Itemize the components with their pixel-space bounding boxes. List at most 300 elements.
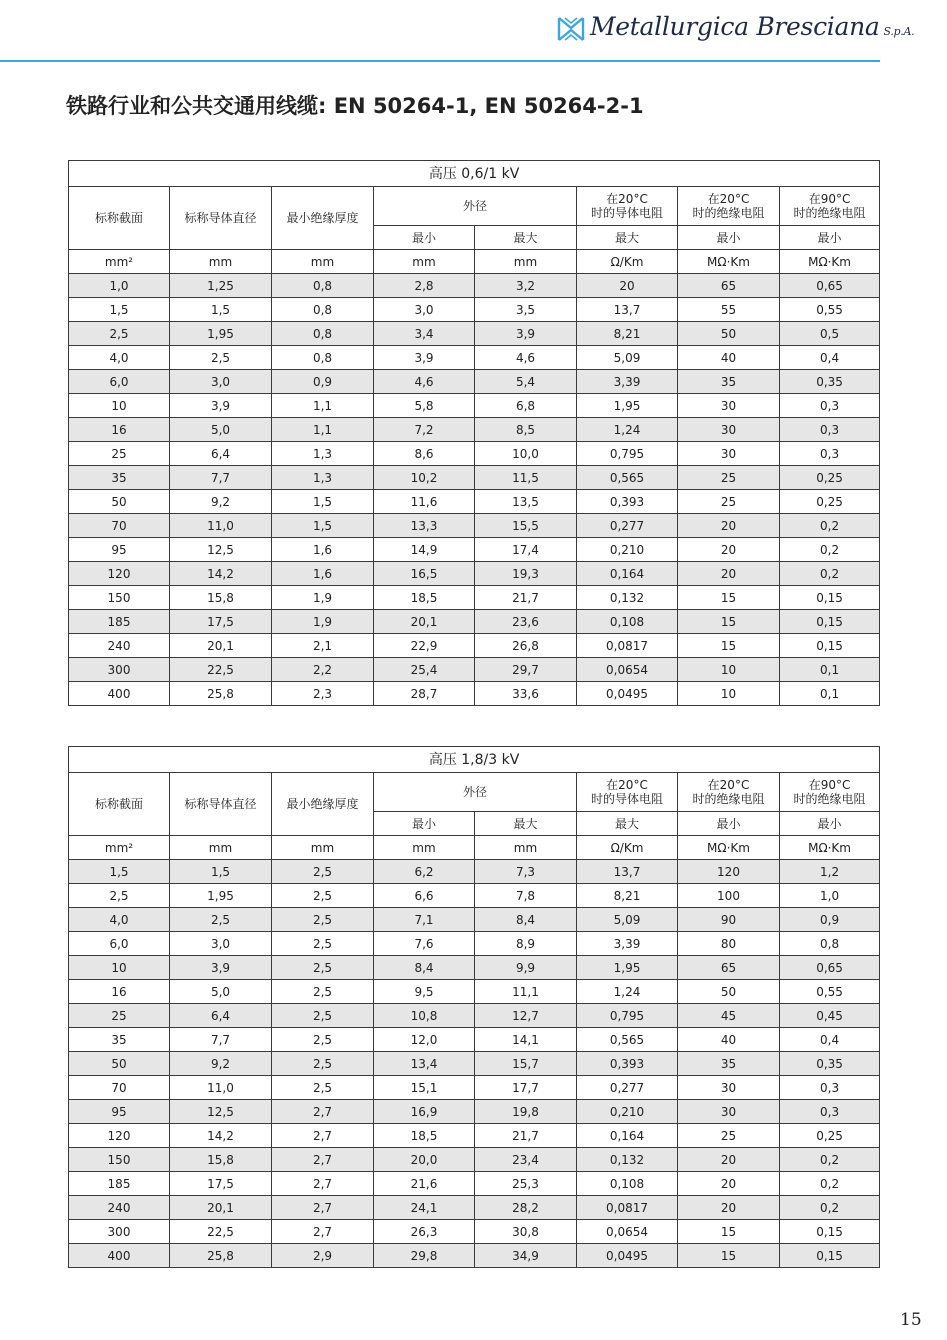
table-row [69, 298, 880, 322]
table-row [69, 1100, 880, 1124]
table-cell: 14,9 [374, 538, 475, 562]
table-cell: 13,3 [374, 514, 475, 538]
table-cell: 185 [69, 610, 170, 634]
table-row [69, 932, 880, 956]
table-cell: 3,0 [170, 932, 272, 956]
table-cell: 5,8 [374, 394, 475, 418]
table-cell: 2,7 [272, 1172, 374, 1196]
header-max: 最大 [577, 812, 678, 836]
table-cell: 1,5 [272, 490, 374, 514]
unit-cell: mm [272, 250, 374, 274]
table-cell: 7,7 [170, 466, 272, 490]
table-cell: 10 [678, 682, 780, 706]
table-cell: 0,795 [577, 1004, 678, 1028]
table-cell: 100 [678, 884, 780, 908]
table-row [69, 490, 880, 514]
table-cell: 0,3 [780, 418, 880, 442]
table-cell: 1,5 [170, 298, 272, 322]
unit-cell: mm [170, 836, 272, 860]
table-cell: 0,210 [577, 1100, 678, 1124]
table-cell: 3,9 [374, 346, 475, 370]
table-cell: 0,0654 [577, 658, 678, 682]
table-cell: 0,65 [780, 956, 880, 980]
table-cell: 2,7 [272, 1124, 374, 1148]
header-outer-diameter: 外径 [374, 187, 577, 226]
table-cell: 5,4 [475, 370, 577, 394]
header-min: 最小 [678, 812, 780, 836]
table-cell: 3,39 [577, 932, 678, 956]
table-cell: 2,5 [272, 980, 374, 1004]
table-cell: 2,5 [272, 884, 374, 908]
unit-cell: mm² [69, 250, 170, 274]
table-cell: 0,0495 [577, 682, 678, 706]
table-cell: 8,21 [577, 322, 678, 346]
unit-cell: mm [170, 250, 272, 274]
header-insulation-thickness: 最小绝缘厚度 [272, 773, 374, 836]
table-cell: 4,0 [69, 346, 170, 370]
table-cell: 0,8 [272, 274, 374, 298]
table-row [69, 418, 880, 442]
table-cell: 16 [69, 418, 170, 442]
header-min: 最小 [780, 812, 880, 836]
table-cell: 4,6 [374, 370, 475, 394]
table-cell: 8,9 [475, 932, 577, 956]
unit-cell: Ω/Km [577, 250, 678, 274]
table-row [69, 980, 880, 1004]
table-title: 高压 0,6/1 kV [69, 161, 880, 187]
header-max: 最大 [475, 812, 577, 836]
table-cell: 8,4 [475, 908, 577, 932]
table-cell: 6,4 [170, 1004, 272, 1028]
table-cell: 95 [69, 1100, 170, 1124]
table-cell: 0,164 [577, 1124, 678, 1148]
table-row [69, 514, 880, 538]
table-cell: 20,1 [170, 1196, 272, 1220]
table-row [69, 1220, 880, 1244]
table-cell: 0,8 [780, 932, 880, 956]
table-row [69, 562, 880, 586]
table-cell: 0,5 [780, 322, 880, 346]
table-cell: 25,3 [475, 1172, 577, 1196]
table-cell: 30 [678, 418, 780, 442]
table-row [69, 634, 880, 658]
table-cell: 3,0 [170, 370, 272, 394]
table-cell: 0,565 [577, 466, 678, 490]
table-cell: 4,0 [69, 908, 170, 932]
table-cell: 35 [69, 1028, 170, 1052]
table-cell: 8,6 [374, 442, 475, 466]
table-cell: 24,1 [374, 1196, 475, 1220]
table-cell: 25 [69, 442, 170, 466]
table-cell: 30 [678, 394, 780, 418]
table-cell: 14,2 [170, 562, 272, 586]
table-cell: 1,5 [69, 860, 170, 884]
table-cell: 7,2 [374, 418, 475, 442]
header-insulation-resistance-90: 在90°C 时的绝缘电阻 [780, 187, 880, 226]
table-cell: 0,795 [577, 442, 678, 466]
table-cell: 11,6 [374, 490, 475, 514]
table-cell: 19,3 [475, 562, 577, 586]
table-cell: 150 [69, 1148, 170, 1172]
table-cell: 1,5 [272, 514, 374, 538]
table-row [69, 1076, 880, 1100]
unit-cell: MΩ·Km [780, 836, 880, 860]
table-cell: 0,35 [780, 370, 880, 394]
table-cell: 0,3 [780, 394, 880, 418]
table-cell: 8,21 [577, 884, 678, 908]
company-name: Metallurgica Bresciana S.p.A. [590, 12, 915, 41]
table-cell: 2,2 [272, 658, 374, 682]
table-cell: 13,5 [475, 490, 577, 514]
table-cell: 12,7 [475, 1004, 577, 1028]
table-cell: 0,2 [780, 1148, 880, 1172]
table-title: 高压 1,8/3 kV [69, 747, 880, 773]
table-cell: 2,5 [272, 908, 374, 932]
table-cell: 4,6 [475, 346, 577, 370]
table-cell: 3,2 [475, 274, 577, 298]
table-row [69, 1244, 880, 1268]
table-cell: 5,0 [170, 980, 272, 1004]
table-cell: 70 [69, 514, 170, 538]
table-cell: 20 [577, 274, 678, 298]
header-max: 最大 [475, 226, 577, 250]
table-cell: 0,55 [780, 980, 880, 1004]
table-cell: 30,8 [475, 1220, 577, 1244]
table-cell: 1,24 [577, 980, 678, 1004]
table-cell: 3,0 [374, 298, 475, 322]
table-cell: 0,8 [272, 346, 374, 370]
table-cell: 0,65 [780, 274, 880, 298]
table-cell: 20 [678, 1148, 780, 1172]
table-cell: 17,5 [170, 1172, 272, 1196]
table-cell: 0,393 [577, 1052, 678, 1076]
table-row [69, 682, 880, 706]
table-row [69, 658, 880, 682]
table-cell: 0,9 [780, 908, 880, 932]
table-cell: 15 [678, 610, 780, 634]
header-divider [0, 60, 880, 62]
table-cell: 8,4 [374, 956, 475, 980]
header-insulation-resistance-20: 在20°C 时的绝缘电阻 [678, 187, 780, 226]
table-cell: 65 [678, 274, 780, 298]
table-cell: 0,9 [272, 370, 374, 394]
table-cell: 7,6 [374, 932, 475, 956]
table-cell: 1,95 [170, 322, 272, 346]
page-number: 15 [900, 1310, 922, 1330]
table-cell: 50 [69, 1052, 170, 1076]
table-cell: 0,2 [780, 1172, 880, 1196]
table-cell: 0,15 [780, 586, 880, 610]
table-cell: 1,9 [272, 586, 374, 610]
table-cell: 55 [678, 298, 780, 322]
table-cell: 0,35 [780, 1052, 880, 1076]
table-cell: 18,5 [374, 1124, 475, 1148]
table-cell: 0,393 [577, 490, 678, 514]
table-cell: 14,2 [170, 1124, 272, 1148]
table-cell: 15,1 [374, 1076, 475, 1100]
table-cell: 0,3 [780, 1100, 880, 1124]
table-cell: 25,8 [170, 682, 272, 706]
table-cell: 11,0 [170, 514, 272, 538]
table-cell: 1,0 [69, 274, 170, 298]
table-cell: 0,2 [780, 538, 880, 562]
table-cell: 2,5 [272, 956, 374, 980]
table-cell: 16,9 [374, 1100, 475, 1124]
table-cell: 0,164 [577, 562, 678, 586]
table-cell: 95 [69, 538, 170, 562]
table-cell: 21,6 [374, 1172, 475, 1196]
header-insulation-resistance-20: 在20°C 时的绝缘电阻 [678, 773, 780, 812]
unit-cell: mm [272, 836, 374, 860]
table-cell: 11,5 [475, 466, 577, 490]
header-min: 最小 [678, 226, 780, 250]
table-row [69, 1148, 880, 1172]
table-cell: 400 [69, 1244, 170, 1268]
table-cell: 1,9 [272, 610, 374, 634]
company-logo-icon [556, 14, 586, 44]
table-cell: 150 [69, 586, 170, 610]
table-cell: 9,5 [374, 980, 475, 1004]
table-row [69, 466, 880, 490]
table-cell: 10 [678, 658, 780, 682]
table-cell: 0,277 [577, 1076, 678, 1100]
table-cell: 240 [69, 634, 170, 658]
table-cell: 12,5 [170, 538, 272, 562]
table-cell: 13,7 [577, 298, 678, 322]
table-cell: 2,5 [272, 1076, 374, 1100]
table-cell: 0,3 [780, 1076, 880, 1100]
table-cell: 5,09 [577, 346, 678, 370]
table-cell: 0,8 [272, 322, 374, 346]
table-cell: 13,7 [577, 860, 678, 884]
table-cell: 20 [678, 562, 780, 586]
table-cell: 0,45 [780, 1004, 880, 1028]
table-cell: 7,3 [475, 860, 577, 884]
header-conductor-diameter: 标称导体直径 [170, 187, 272, 250]
table-row [69, 956, 880, 980]
table-cell: 40 [678, 1028, 780, 1052]
table-cell: 20,1 [374, 610, 475, 634]
table-cell: 0,132 [577, 1148, 678, 1172]
table-cell: 16,5 [374, 562, 475, 586]
table-cell: 20 [678, 514, 780, 538]
table-cell: 2,7 [272, 1196, 374, 1220]
table-cell: 0,25 [780, 490, 880, 514]
table-cell: 15,7 [475, 1052, 577, 1076]
table-cell: 1,3 [272, 442, 374, 466]
table-cell: 18,5 [374, 586, 475, 610]
table-cell: 5,0 [170, 418, 272, 442]
table-cell: 1,5 [69, 298, 170, 322]
table-row [69, 274, 880, 298]
table-cell: 25,8 [170, 1244, 272, 1268]
table-cell: 10 [69, 956, 170, 980]
table-cell: 5,09 [577, 908, 678, 932]
header-min: 最小 [374, 226, 475, 250]
table-cell: 0,25 [780, 466, 880, 490]
header-max: 最大 [577, 226, 678, 250]
header-min: 最小 [374, 812, 475, 836]
table-cell: 3,5 [475, 298, 577, 322]
table-cell: 30 [678, 1100, 780, 1124]
table-cell: 15 [678, 586, 780, 610]
table-cell: 0,0495 [577, 1244, 678, 1268]
table-row [69, 908, 880, 932]
table-row [69, 1004, 880, 1028]
table-cell: 2,8 [374, 274, 475, 298]
table-cell: 25 [678, 490, 780, 514]
table-cell: 300 [69, 1220, 170, 1244]
table-cell: 0,4 [780, 1028, 880, 1052]
table-cell: 80 [678, 932, 780, 956]
table-cell: 20 [678, 1196, 780, 1220]
table-cell: 185 [69, 1172, 170, 1196]
table-row [69, 586, 880, 610]
table-cell: 20 [678, 538, 780, 562]
table-cell: 21,7 [475, 1124, 577, 1148]
header-nominal-section: 标称截面 [69, 187, 170, 250]
table-cell: 0,108 [577, 1172, 678, 1196]
table-cell: 2,5 [272, 1052, 374, 1076]
table-cell: 0,15 [780, 1244, 880, 1268]
table-cell: 0,1 [780, 682, 880, 706]
table-cell: 0,0654 [577, 1220, 678, 1244]
table-cell: 1,2 [780, 860, 880, 884]
table-cell: 1,3 [272, 466, 374, 490]
table-cell: 0,15 [780, 610, 880, 634]
table-body [69, 274, 880, 706]
header-conductor-resistance: 在20°C 时的导体电阻 [577, 773, 678, 812]
table-cell: 0,2 [780, 514, 880, 538]
table-cell: 35 [678, 370, 780, 394]
table-cell: 21,7 [475, 586, 577, 610]
table-cell: 120 [69, 562, 170, 586]
unit-cell: mm [475, 836, 577, 860]
table-cell: 16 [69, 980, 170, 1004]
page-header [0, 0, 947, 62]
table-cell: 14,1 [475, 1028, 577, 1052]
table-cell: 28,7 [374, 682, 475, 706]
header-nominal-section: 标称截面 [69, 773, 170, 836]
table-cell: 3,4 [374, 322, 475, 346]
table-cell: 6,8 [475, 394, 577, 418]
unit-cell: MΩ·Km [678, 250, 780, 274]
table-cell: 2,5 [272, 932, 374, 956]
table-cell: 35 [678, 1052, 780, 1076]
table-cell: 6,2 [374, 860, 475, 884]
table-cell: 3,9 [475, 322, 577, 346]
table-cell: 11,1 [475, 980, 577, 1004]
table-cell: 15 [678, 634, 780, 658]
table-row [69, 322, 880, 346]
table-cell: 22,9 [374, 634, 475, 658]
spec-table-0.6-1kv [68, 160, 880, 706]
unit-cell: mm² [69, 836, 170, 860]
table-cell: 22,5 [170, 1220, 272, 1244]
table-cell: 1,5 [170, 860, 272, 884]
table-cell: 1,1 [272, 394, 374, 418]
table-cell: 2,5 [272, 860, 374, 884]
table-cell: 2,5 [272, 1028, 374, 1052]
table-cell: 23,6 [475, 610, 577, 634]
table-cell: 65 [678, 956, 780, 980]
table-cell: 3,9 [170, 394, 272, 418]
table-cell: 12,5 [170, 1100, 272, 1124]
table-cell: 2,7 [272, 1220, 374, 1244]
table-cell: 9,9 [475, 956, 577, 980]
table-cell: 2,5 [170, 908, 272, 932]
table-cell: 23,4 [475, 1148, 577, 1172]
table-cell: 10,0 [475, 442, 577, 466]
table-cell: 9,2 [170, 490, 272, 514]
table-cell: 0,1 [780, 658, 880, 682]
table-cell: 0,8 [272, 298, 374, 322]
table-row [69, 1028, 880, 1052]
table-cell: 0,3 [780, 442, 880, 466]
table-cell: 10 [69, 394, 170, 418]
unit-cell: MΩ·Km [678, 836, 780, 860]
table-cell: 17,5 [170, 610, 272, 634]
header-outer-diameter: 外径 [374, 773, 577, 812]
table-cell: 6,0 [69, 370, 170, 394]
table-cell: 26,3 [374, 1220, 475, 1244]
table-cell: 0,0817 [577, 634, 678, 658]
table-row [69, 442, 880, 466]
table-cell: 25 [678, 1124, 780, 1148]
table-cell: 6,6 [374, 884, 475, 908]
table-cell: 10,2 [374, 466, 475, 490]
unit-cell: mm [475, 250, 577, 274]
table-cell: 1,1 [272, 418, 374, 442]
table-row [69, 1124, 880, 1148]
table-cell: 0,55 [780, 298, 880, 322]
table-cell: 1,95 [577, 956, 678, 980]
table-cell: 28,2 [475, 1196, 577, 1220]
table-cell: 0,277 [577, 514, 678, 538]
table-cell: 240 [69, 1196, 170, 1220]
table-cell: 26,8 [475, 634, 577, 658]
table-cell: 19,8 [475, 1100, 577, 1124]
table-row [69, 1052, 880, 1076]
table-cell: 0,25 [780, 1124, 880, 1148]
table-cell: 7,8 [475, 884, 577, 908]
table-cell: 15 [678, 1244, 780, 1268]
table-cell: 300 [69, 658, 170, 682]
table-cell: 30 [678, 442, 780, 466]
table-cell: 20,0 [374, 1148, 475, 1172]
table-cell: 90 [678, 908, 780, 932]
table-cell: 2,5 [69, 884, 170, 908]
table-cell: 400 [69, 682, 170, 706]
table-cell: 29,8 [374, 1244, 475, 1268]
table-cell: 15,5 [475, 514, 577, 538]
table-cell: 3,39 [577, 370, 678, 394]
table-cell: 2,5 [69, 322, 170, 346]
table-cell: 30 [678, 1076, 780, 1100]
spec-table-1.8-3kv [68, 746, 880, 1268]
header-insulation-resistance-90: 在90°C 时的绝缘电阻 [780, 773, 880, 812]
table-cell: 25 [678, 466, 780, 490]
table-cell: 0,15 [780, 1220, 880, 1244]
table-cell: 0,132 [577, 586, 678, 610]
table-body [69, 860, 880, 1268]
table-cell: 2,1 [272, 634, 374, 658]
table-cell: 0,2 [780, 562, 880, 586]
table-cell: 1,95 [170, 884, 272, 908]
table-cell: 35 [69, 466, 170, 490]
table-cell: 6,0 [69, 932, 170, 956]
table-cell: 0,210 [577, 538, 678, 562]
